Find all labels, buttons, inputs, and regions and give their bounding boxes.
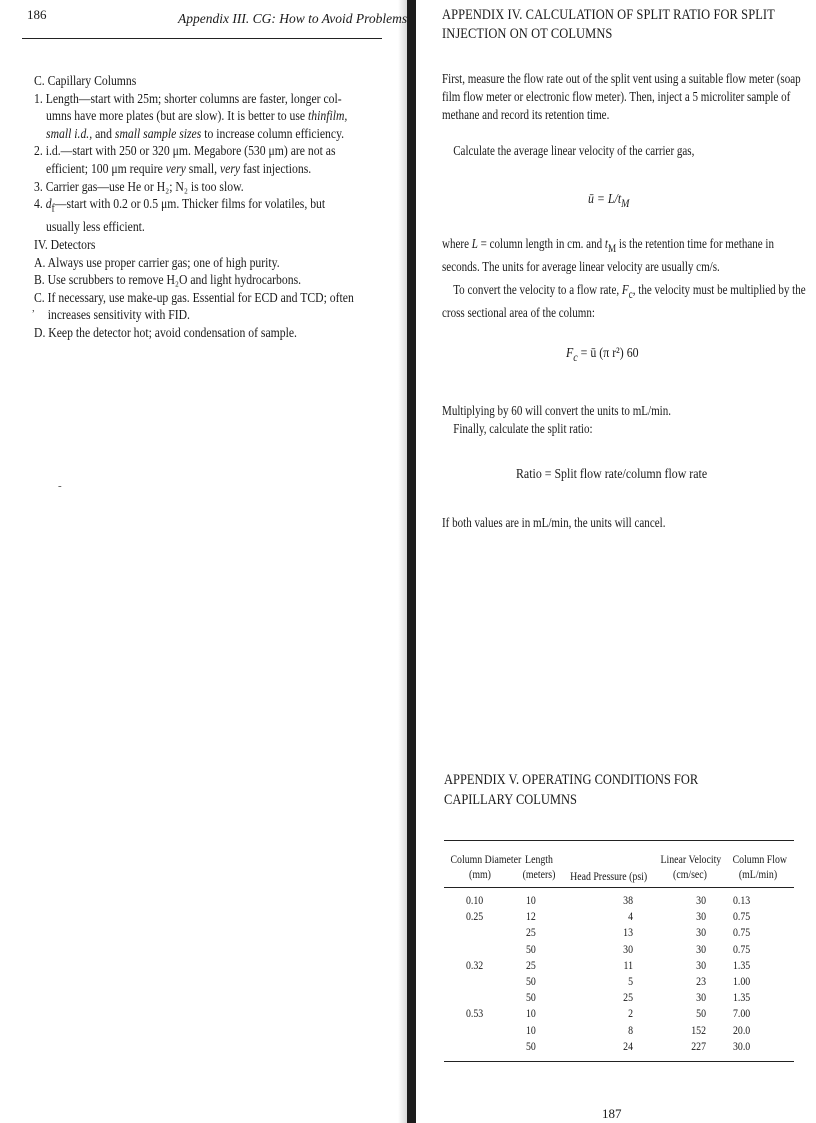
cell-pressure: 25 [623,990,633,1005]
cell-velocity: 30 [696,925,706,940]
paragraph: Multiplying by 60 will convert the units to mL/min. [442,403,672,418]
item-text: C. If necessary, use make-up gas. Essential for ECD and TCD; often [34,289,354,305]
cell-pressure: 5 [628,973,633,988]
header-length [522,852,556,882]
table-header [444,841,794,887]
table-row [444,1006,794,1022]
variable-subscript: M [607,242,617,255]
item-text: small, [185,160,220,176]
paragraph: Finally, calculate the split ratio: [453,421,593,436]
item-text: umns have more plates (but are slow). It is better to use [46,108,309,124]
paragraph: If both values are in mL/min, the units will cancel. [442,515,666,530]
paragraph [442,281,810,322]
table-row [444,925,794,941]
table-body [444,888,794,1055]
cell-flow: 0.75 [733,941,751,956]
equation-subscript: c [573,350,578,364]
flow-equation [566,346,639,364]
list-item: D. Keep the detector hot; avoid condensation of sample. [34,325,297,341]
cell-length: 10 [526,1022,536,1037]
paragraph-text: is the retention time for methane in seconds. The units for average linear velocity are usually cm/s. [442,236,775,274]
page-number-left: 186 [27,7,47,22]
paragraph [442,235,810,276]
cell-diameter: 0.53 [466,1006,484,1021]
item-emphasis: thinfilm, [308,108,348,124]
outline-list [34,72,382,342]
cell-flow: 1.35 [733,957,751,972]
list-item: B. Use scrubbers to remove H₂O and light hydrocarbons. [34,272,302,288]
header-text: Column Diameter [450,852,522,866]
cell-flow: 0.75 [733,925,751,940]
paragraph-text: , the velocity must be multiplied by the cross sectional area of the column: [442,282,806,320]
list-item [34,195,382,236]
table-row [444,1039,794,1055]
table-bottom-rule [444,1061,794,1062]
equation-text: = ū (π r²) 60 [577,346,639,361]
cell-pressure: 30 [623,941,633,956]
cell-flow: 1.35 [733,990,751,1005]
list-item [34,142,382,177]
title-line: APPENDIX IV. CALCULATION OF SPLIT RATIO FOR SPLIT [442,7,775,23]
cell-length: 25 [526,957,536,972]
section-iv-heading: IV. Detectors [34,237,96,253]
stray-mark: - [58,480,62,492]
cell-diameter: 0.32 [466,957,484,972]
header-velocity [660,852,722,882]
cell-length: 25 [526,925,536,940]
cell-diameter: 0.25 [466,909,484,924]
header-text: Linear Velocity [660,852,722,866]
item-text: fast injections. [240,160,312,176]
item-emphasis: small sample sizes [114,125,202,141]
title-line: CAPILLARY COLUMNS [444,792,577,808]
item-emphasis: very [219,160,241,176]
cell-length: 10 [526,1006,536,1021]
item-text: —start with 0.2 or 0.5 μm. Thicker films for volatiles, but [54,196,326,212]
cell-pressure: 4 [628,909,633,924]
table-row [444,942,794,958]
header-text: (mL/min) [738,867,778,881]
cell-velocity: 23 [696,973,706,988]
cell-velocity: 152 [691,1022,706,1037]
cell-length: 12 [526,909,536,924]
item-text: 3. Carrier gas—use He or H₂; N₂ is too slow. [34,178,244,194]
cell-length: 50 [526,1038,536,1053]
appendix-iv-title [442,6,803,44]
equation-text: F [566,346,574,361]
list-item [34,178,382,196]
cell-flow: 1.00 [733,973,751,988]
item-subscript: f [51,202,55,215]
table-row [444,893,794,909]
cell-length: 50 [526,990,536,1005]
page-number-right: 187 [602,1106,622,1121]
title-line: APPENDIX V. OPERATING CONDITIONS FOR [444,772,699,788]
item-text: 1. Length—start with 25m; shorter columns are faster, longer col- [34,90,342,106]
book-gutter [407,0,416,1123]
item-text: increases sensitivity with FID. [47,307,190,323]
cell-length: 50 [526,941,536,956]
table-row [444,990,794,1006]
item-text: to increase column efficiency. [201,125,345,141]
cell-velocity: 30 [696,957,706,972]
item-emphasis: d [45,196,52,212]
variable: t [604,236,608,251]
table-row [444,1023,794,1039]
variable: L [471,236,478,251]
paragraph: Calculate the average linear velocity of the carrier gas, [453,143,695,158]
cell-velocity: 30 [696,909,706,924]
stray-mark: , [32,302,35,314]
cell-flow: 7.00 [733,1006,751,1021]
variable: F [621,282,629,297]
cell-pressure: 38 [623,893,633,907]
header-pressure: Head Pressure (psi) [570,869,648,883]
section-c-heading: C. Capillary Columns [34,73,137,88]
title-line: INJECTION ON OT COLUMNS [442,26,613,42]
cell-velocity: 30 [696,990,706,1005]
cell-pressure: 11 [623,957,633,972]
paragraph-text: To convert the velocity to a flow rate, [453,282,622,297]
header-text: (cm/sec) [673,867,707,881]
paragraph-text: where [442,236,472,251]
equation-subscript: M [621,196,630,210]
table-row [444,909,794,925]
item-text: and [92,125,115,141]
header-text: (mm) [469,867,491,881]
header-text: Length [525,852,553,866]
velocity-equation [588,192,629,210]
header-text: (meters) [522,867,556,881]
header-flow [732,852,787,882]
list-item: A. Always use proper carrier gas; one of high purity. [34,254,280,270]
paragraph-text: = column length in cm. and [477,236,605,251]
cell-velocity: 30 [696,941,706,956]
table-row [444,958,794,974]
operating-conditions-table [444,840,794,1062]
cell-pressure: 2 [628,1006,633,1021]
item-text: 2. i.d.—start with 250 or 320 μm. Megabore (530 μm) are not as [34,143,336,159]
cell-velocity: 30 [696,893,706,907]
item-emphasis: very [165,160,186,176]
list-item [34,90,382,143]
cell-flow: 0.13 [733,893,751,907]
header-rule [22,38,382,39]
cell-diameter: 0.10 [466,893,484,907]
table-row [444,974,794,990]
ratio-equation: Ratio = Split flow rate/column flow rate [516,467,708,482]
cell-pressure: 13 [623,925,633,940]
header-text: Column Flow [732,852,787,866]
cell-flow: 30.0 [733,1038,751,1053]
cell-flow: 20.0 [733,1022,751,1037]
cell-pressure: 8 [628,1022,633,1037]
cell-flow: 0.75 [733,909,751,924]
cell-velocity: 227 [691,1038,706,1053]
list-item [34,289,382,324]
running-head: Appendix III. CG: How to Avoid Problems [178,11,408,26]
cell-length: 50 [526,973,536,988]
variable-subscript: c [628,288,633,301]
cell-length: 10 [526,893,536,907]
equation-text: ū = L/t [588,192,622,207]
cell-pressure: 24 [623,1038,633,1053]
appendix-v-title [444,770,805,810]
header-diameter [450,852,522,882]
item-text: efficient; 100 μm require [46,160,166,176]
item-text: 4. [34,196,46,212]
cell-velocity: 50 [696,1006,706,1021]
paragraph: First, measure the flow rate out of the split vent using a suitable flow meter (soap film flow meter or electronic flow meter). Then, inject a 5 microliter sample of methane and record its retention time. [442,71,801,122]
item-emphasis: small i.d., [46,125,93,141]
right-page [416,0,816,1123]
item-text: usually less efficient. [46,219,145,235]
